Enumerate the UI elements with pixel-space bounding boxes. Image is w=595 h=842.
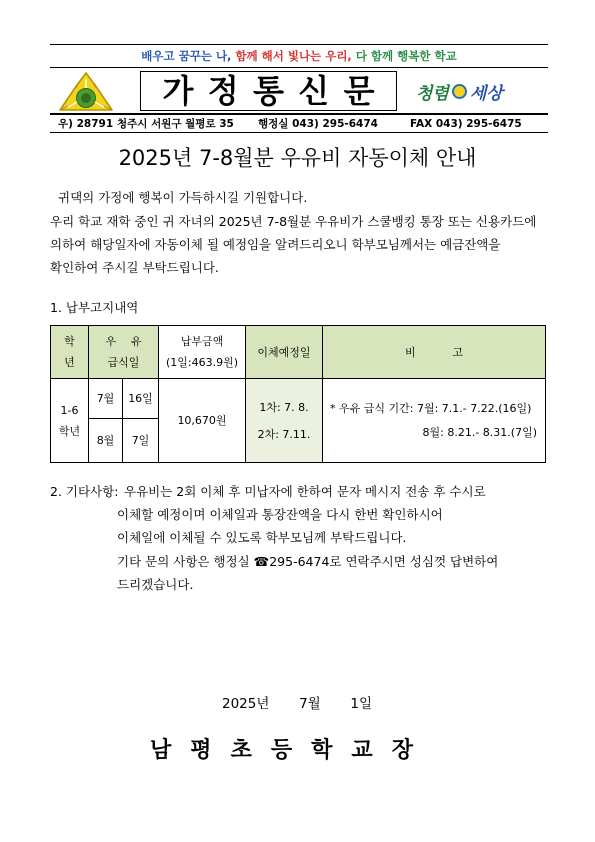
cell-note-line-2: 8월: 8.21.- 8.31.(7일): [422, 425, 537, 439]
section2-line: 우유비는 2회 이체 후 미납자에 한하여 문자 메시지 전송 후 수시로: [124, 484, 486, 499]
header-amount-line-2: (1일:463.9원): [165, 356, 239, 369]
signature-glyph: 등: [270, 738, 293, 763]
issue-date: [222, 695, 372, 713]
header-milk-days-line-2: 급식일: [107, 356, 140, 369]
header-milk-label: [106, 331, 142, 352]
cell-month: 7월: [89, 379, 123, 419]
notice-title: 2025년 7-8월분 우유비 자동이체 안내: [118, 146, 477, 170]
newsletter-title-glyph: 문: [343, 72, 375, 110]
newsletter-title-glyph: 통: [253, 72, 284, 110]
cell-note: [323, 379, 546, 463]
address-fax: FAX 043) 295-6475: [410, 118, 522, 130]
body-line: 우리 학교 재학 중인 귀 자녀의 2025년 7-8월분 우유비가 스쿨뱅킹 통장 또는 신용카드에: [50, 214, 537, 229]
body-line: 확인하여 주시길 부탁드립니다.: [50, 260, 219, 275]
cell-days: 16일: [123, 379, 159, 419]
header-milk-days: [89, 326, 159, 379]
issue-date-part: 7월: [299, 696, 321, 712]
signature-glyph: 초: [230, 738, 252, 763]
header-milk-days-line-1: [89, 331, 158, 352]
address-bottom-rule: [50, 132, 548, 133]
integrity-seal-icon: [452, 84, 467, 99]
slogan-part-2: 함께 해서 빛나는 우리,: [235, 49, 352, 63]
header-amount: [159, 326, 246, 379]
header-top-rule: [50, 44, 548, 45]
newsletter-title-glyph: 가: [162, 72, 194, 110]
integrity-logo-part-2: 세상: [469, 83, 503, 104]
slogan-part-3: 다 함께 행복한 학교: [355, 49, 457, 63]
signature-glyph: 남: [150, 738, 172, 763]
cell-transfer-dates: [246, 379, 323, 463]
newsletter-title-glyph: 정: [207, 72, 239, 110]
integrity-logo: [416, 78, 503, 104]
table-row: [51, 379, 546, 419]
principal-signature: [150, 737, 413, 765]
cell-transfer-1: 1차: 7. 8.: [259, 400, 309, 414]
header-grade-line-1: 학: [64, 335, 75, 348]
slogan-part-1: 배우고 꿈꾸는 나,: [141, 49, 232, 63]
signature-glyph: 장: [391, 738, 413, 763]
cell-grade: [51, 379, 89, 463]
address-office-phone: 행정실 043) 295-6474: [258, 118, 378, 130]
header-note-glyph: 고: [452, 345, 463, 359]
cell-grade-line-2: 학년: [58, 424, 81, 438]
cell-month: 8월: [89, 419, 123, 463]
header-milk-glyph: 유: [130, 335, 142, 348]
newsletter-title-glyph: 신: [298, 72, 330, 110]
table-header-row: [51, 326, 546, 379]
section1-heading: 1. 납부고지내역: [50, 300, 139, 315]
section2-line: 기타 문의 사항은 행정실 ☎295-6474로 연락주시면 성심껏 답변하여: [117, 554, 499, 569]
section2-label: 2. 기타사항:: [50, 484, 119, 499]
header-note-glyph: 비: [405, 345, 416, 359]
signature-glyph: 학: [311, 738, 333, 763]
section2-line: 이체할 예정이며 이체일과 통장잔액을 다시 한번 확인하시어: [117, 507, 443, 522]
address-street: 청주시 서원구 월평로 35: [117, 118, 234, 130]
header-note-label: [405, 342, 463, 363]
payment-notice-table: [50, 325, 546, 463]
school-slogan: [50, 49, 548, 63]
issue-date-part: 2025년: [222, 696, 270, 712]
section2-line: 이체일에 이체될 수 있도록 학부모님께 부탁드립니다.: [117, 530, 407, 545]
header-milk-glyph: 우: [105, 335, 117, 348]
signature-glyph: 평: [190, 738, 212, 763]
cell-days: 7일: [123, 419, 159, 463]
header-grade: [51, 326, 89, 379]
header-transfer-date: 이체예정일: [246, 326, 323, 379]
body-line: 의하여 해당일자에 자동이체 될 예정임을 알려드리오니 학부모님께서는 예금잔액을: [50, 237, 501, 252]
header-grade-line-2: 년: [64, 356, 75, 369]
newsletter-title-box: [140, 71, 397, 111]
cell-grade-line-1: 1-6: [60, 403, 79, 417]
cell-transfer-2: 2차: 7.11.: [257, 427, 311, 441]
address-zip: 우) 28791: [58, 118, 114, 130]
header-note: [323, 326, 546, 379]
newsletter-title: [163, 72, 375, 110]
address-top-rule: [50, 113, 548, 115]
signature-glyph: 교: [351, 738, 373, 763]
integrity-logo-part-1: 청렴: [416, 83, 449, 104]
cell-note-line-1: * 우유 급식 기간: 7월: 7.1.- 7.22.(16일): [330, 401, 532, 415]
header-amount-line-1: 납부금액: [180, 335, 224, 348]
cell-amount: 10,670원: [159, 379, 246, 463]
greeting: 귀댁의 가정에 행복이 가득하시길 기원합니다.: [58, 190, 308, 205]
issue-date-part: 1일: [350, 696, 372, 712]
section2-line: 드리겠습니다.: [117, 577, 194, 592]
slogan-bottom-rule: [50, 67, 548, 68]
school-emblem-icon: [54, 70, 118, 114]
